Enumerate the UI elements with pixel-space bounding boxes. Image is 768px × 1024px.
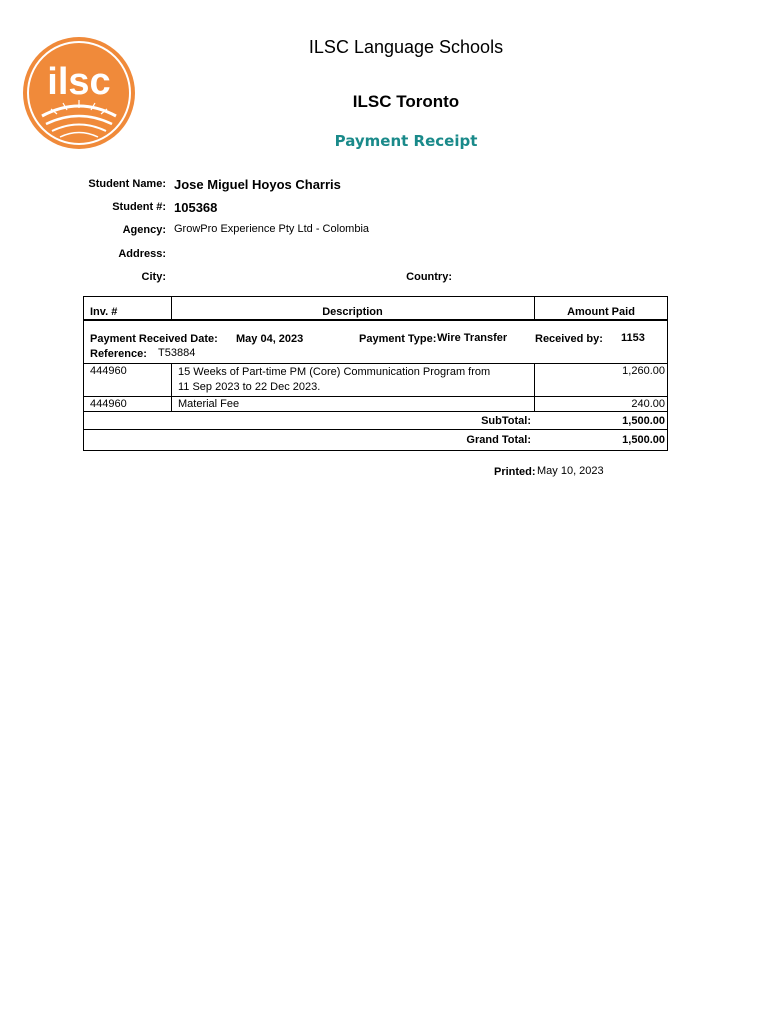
received-by-label: Received by: bbox=[535, 333, 603, 345]
line-item-amount: 240.00 bbox=[631, 398, 665, 410]
line-item-desc: 15 Weeks of Part-time PM (Core) Communication Program from bbox=[178, 366, 491, 378]
address-label: Address: bbox=[118, 248, 166, 260]
payment-date-label: Payment Received Date: bbox=[90, 333, 218, 345]
student-id: 105368 bbox=[174, 200, 218, 215]
header-description: Description bbox=[322, 306, 383, 318]
line-item-inv: 444960 bbox=[90, 398, 127, 410]
grand-total: 1,500.00 bbox=[622, 434, 665, 446]
campus-name: ILSC Toronto bbox=[352, 92, 460, 111]
payment-type-label: Payment Type: bbox=[359, 333, 437, 345]
payment-type: Wire Transfer bbox=[437, 332, 508, 344]
payment-date: May 04, 2023 bbox=[236, 333, 304, 345]
payment-table bbox=[83, 296, 668, 451]
printed-date: May 10, 2023 bbox=[537, 465, 604, 477]
reference: T53884 bbox=[158, 347, 196, 359]
header-inv: Inv. # bbox=[90, 306, 118, 318]
reference-label: Reference: bbox=[90, 348, 147, 360]
student-name-label: Student Name: bbox=[88, 178, 166, 190]
receipt-title: Payment Receipt bbox=[334, 132, 478, 150]
city-label: City: bbox=[141, 271, 166, 283]
country-label: Country: bbox=[406, 271, 452, 283]
logo-text: ilsc bbox=[47, 61, 111, 103]
school-name: ILSC Language Schools bbox=[308, 37, 504, 57]
student-id-label: Student #: bbox=[112, 201, 166, 213]
line-item-desc: Material Fee bbox=[178, 398, 240, 410]
subtotal: 1,500.00 bbox=[622, 415, 665, 427]
line-item-inv: 444960 bbox=[90, 365, 127, 377]
line-item-desc-cont: 11 Sep 2023 to 22 Dec 2023. bbox=[178, 381, 321, 393]
agency-label: Agency: bbox=[122, 224, 166, 236]
grand-total-label: Grand Total: bbox=[466, 434, 531, 446]
received-by: 1153 bbox=[621, 332, 645, 344]
agency-value: GrowPro Experience Pty Ltd - Colombia bbox=[174, 223, 370, 235]
header-amount-paid: Amount Paid bbox=[567, 306, 635, 318]
line-item-amount: 1,260.00 bbox=[622, 365, 665, 377]
subtotal-label: SubTotal: bbox=[481, 415, 531, 427]
printed-label: Printed: bbox=[494, 466, 536, 478]
student-name: Jose Miguel Hoyos Charris bbox=[174, 177, 341, 192]
